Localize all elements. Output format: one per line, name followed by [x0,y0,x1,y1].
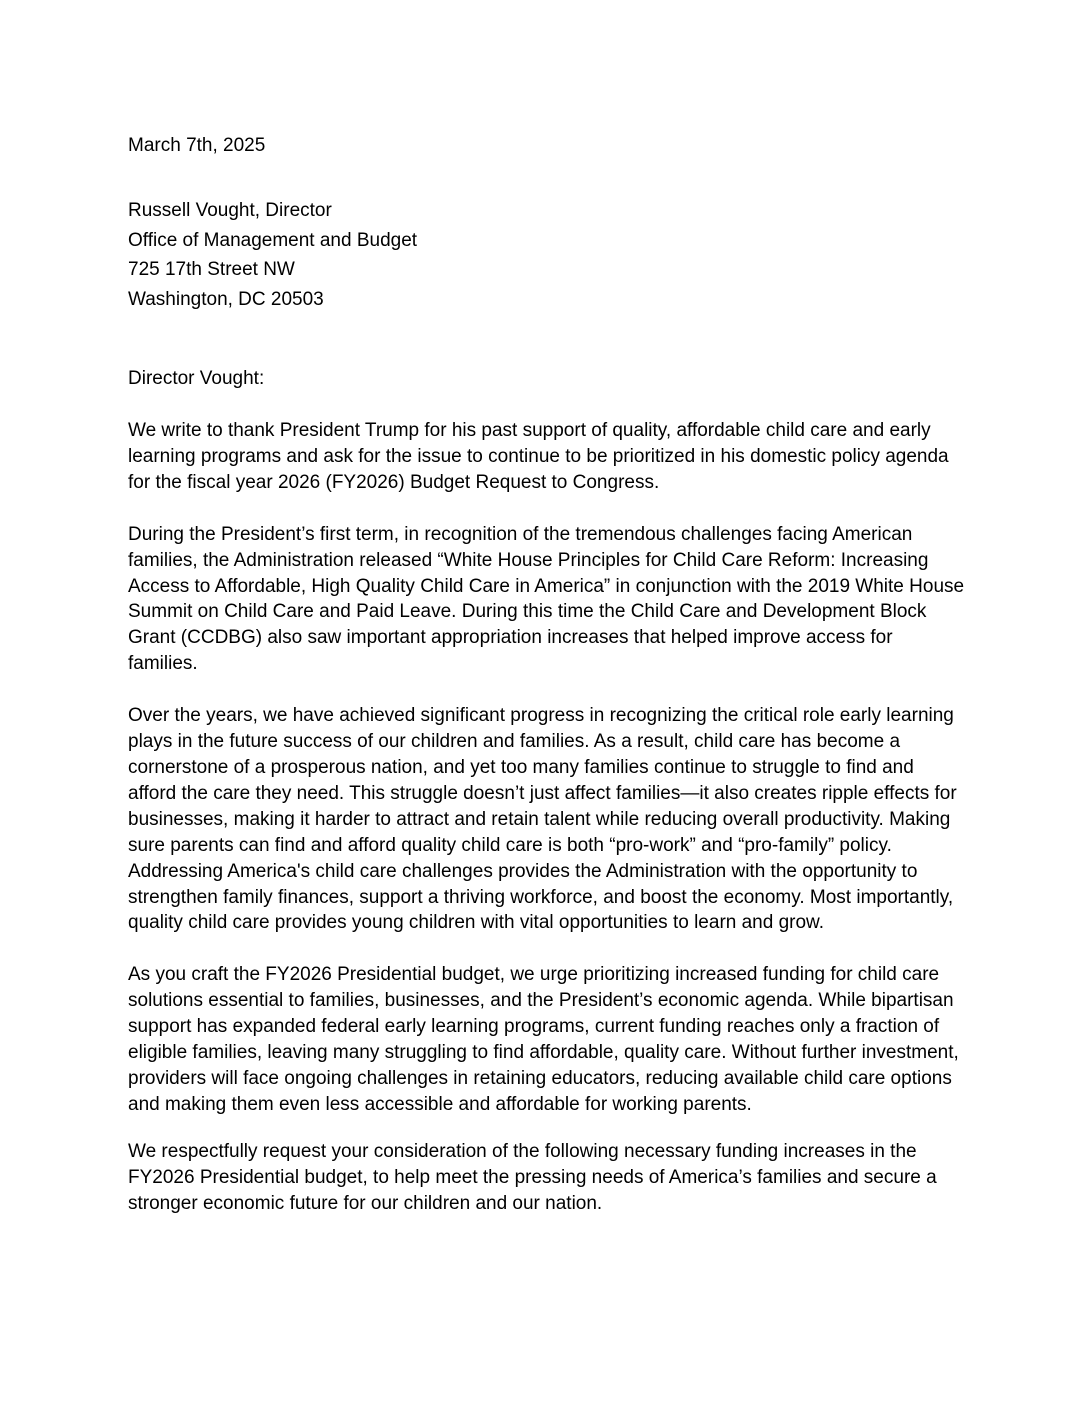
paragraph-first-term: During the President’s first term, in recognition of the tremendous challenges facing American families, the Administration released “White House Principles for Child Care Reform: Increasing Access to Affordable, High Quality Child Care in America” in conjunction with the 2019 White House Summit on Child Care and Paid Leave. During this time the Child Care and Development Block Grant (CCDBG) also saw important appropriation increases that helped improve access for families. [128,523,965,675]
salutation: Director Vought: [128,368,265,389]
recipient-street-line: 725 17th Street NW [128,259,295,280]
paragraph-funding-request: We respectfully request your consideration of the following necessary funding increases in the FY2026 Presidential budget, to help meet the pressing needs of America’s families and secure a stronger economic future for our children and our nation. [128,1140,937,1214]
recipient-city-line: Washington, DC 20503 [128,288,324,310]
letter-body [128,133,966,1216]
paragraph-intro: We write to thank President Trump for his past support of quality, affordable child care and early learning programs and ask for the issue to continue to be prioritized in his domestic policy agenda for the fiscal year 2026 (FY2026) Budget Request to Congress. [128,420,949,493]
recipient-name-line: Russell Vought, Director [128,200,332,221]
letter-date: March 7th, 2025 [128,135,266,156]
paragraph-progress: Over the years, we have achieved significant progress in recognizing the critical role early learning plays in the future success of our children and families. As a result, child care has become a cornerstone of a prosperous nation, and yet too many families continue to struggle to find and afford the care they need. This struggle doesn’t just affect families—it also creates ripple effects for businesses, making it harder to attract and retain talent while reducing overall productivity. Making sure parents can find and afford quality child care is both “pro-work” and “pro-family” policy. Addressing America's child care challenges provides the Administration with the opportunity to strengthen family finances, support a thriving workforce, and boost the economy. Most importantly, quality child care provides young children with vital opportunities to learn and grow. [128,705,957,934]
paragraph-budget-request: As you craft the FY2026 Presidential budget, we urge prioritizing increased funding for child care solutions essential to families, businesses, and the President’s economic agenda. While bipartisan support has expanded federal early learning programs, current funding reaches only a fraction of eligible families, leaving many struggling to find affordable, quality care. Without further investment, providers will face ongoing challenges in retaining educators, reducing available child care options and making them even less accessible and affordable for working parents. [128,964,959,1115]
recipient-address [128,196,966,314]
recipient-office-line: Office of Management and Budget [128,229,418,251]
